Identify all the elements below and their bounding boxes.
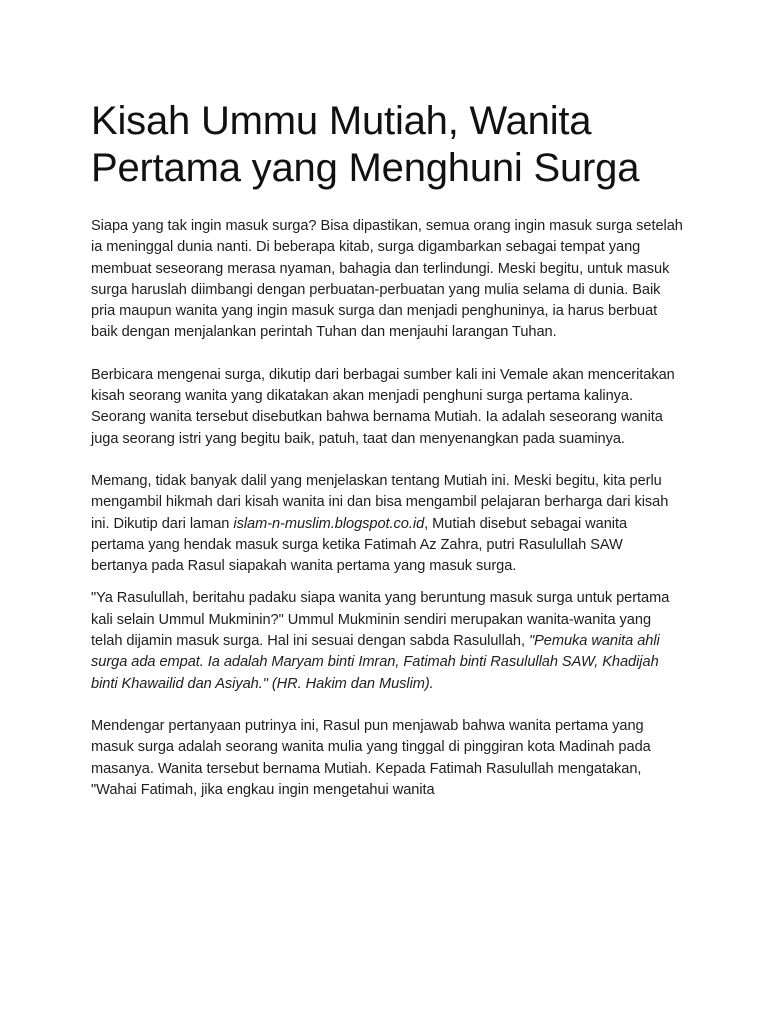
article-title: Kisah Ummu Mutiah, Wanita Pertama yang Menghuni Surga	[91, 99, 640, 190]
paragraph-mutiah-intro: Berbicara mengenai surga, dikutip dari berbagai sumber kali ini Vemale akan menceritakan kisah seorang wanita yang dikatakan akan menjadi penghuni surga pertama kalinya. Seorang wanita tersebut disebutkan bahwa bernama Mutiah. Ia adalah seseorang wanita juga seorang istri yang begitu baik, patuh, taat dan menyenangkan pada suaminya.	[91, 366, 675, 447]
hadith-quote: "Pemuka wanita ahli surga ada empat. Ia adalah Maryam binti Imran, Fatimah binti Rasulullah SAW, Khadijah binti Khawailid dan Asiyah." (HR. Hakim dan Muslim).	[91, 633, 660, 692]
paragraph-intro: Siapa yang tak ingin masuk surga? Bisa dipastikan, semua orang ingin masuk surga setelah ia meninggal dunia nanti. Di beberapa kitab, surga digambarkan sebagai tempat yang membuat seseorang merasa nyaman, bahagia dan terlindungi. Meski begitu, untuk masuk surga haruslah diimbangi dengan perbuatan-perbuatan yang mulia selama di dunia. Baik pria maupun wanita yang ingin masuk surga dan menjadi penghuninya, ia harus berbuat baik dengan menjalankan perintah Tuhan dan menjauhi larangan Tuhan.	[91, 218, 683, 341]
document-page	[91, 98, 683, 801]
article-body	[91, 216, 683, 801]
paragraph-question	[91, 588, 683, 694]
source-link[interactable]: islam-n-muslim.blogspot.co.id	[233, 515, 425, 532]
paragraph-source-text-end: , Mutiah disebut sebagai wanita pertama yang hendak masuk surga ketika Fatimah Az Zahra, putri Rasulullah SAW bertanya pada Rasul siapakah wanita pertama yang masuk surga.	[91, 515, 628, 575]
paragraph-source	[91, 471, 683, 577]
paragraph-source-text-start: Memang, tidak banyak dalil yang menjelaskan tentang Mutiah ini. Meski begitu, kita perlu mengambil hikmah dari kisah wanita ini dan bisa mengambil pelajaran berharga dari kisah ini. Dikutip dari laman	[91, 472, 669, 532]
paragraph-answer: Mendengar pertanyaan putrinya ini, Rasul pun menjawab bahwa wanita pertama yang masuk surga adalah seorang wanita mulia yang tinggal di pinggiran kota Madinah pada masanya. Wanita tersebut bernama Mutiah. Kepada Fatimah Rasulullah mengatakan, "Wahai Fatimah, jika engkau ingin mengetahui wanita	[91, 717, 651, 798]
paragraph-question-text: "Ya Rasulullah, beritahu padaku siapa wanita yang beruntung masuk surga untuk pertama kali selain Ummul Mukminin?" Ummul Mukminin sendiri merupakan wanita-wanita yang telah dijamin masuk surga. Hal ini sesuai dengan sabda Rasulullah,	[91, 590, 670, 650]
